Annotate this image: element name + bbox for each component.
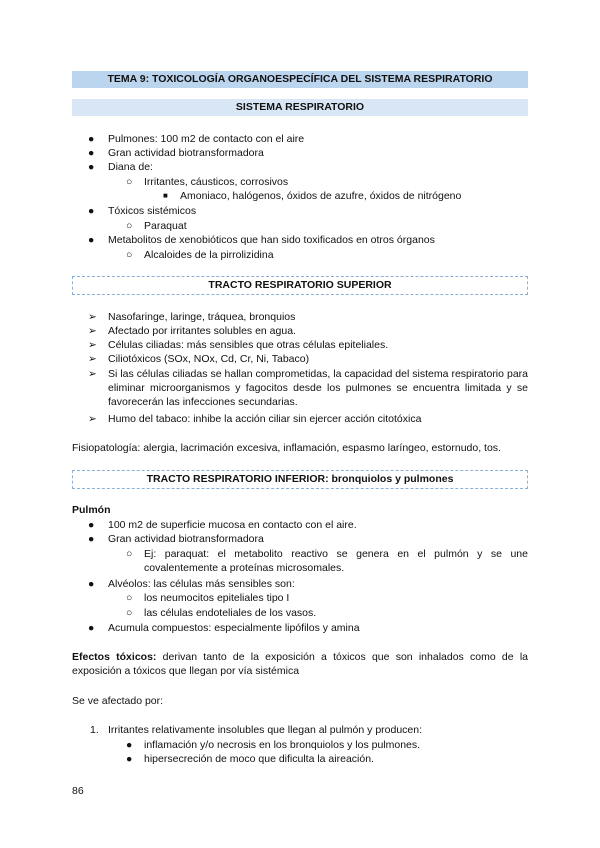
arrow-bullet-icon: ➢: [88, 311, 97, 323]
afectado-paragraph: Se ve afectado por:: [72, 695, 164, 707]
bullet-icon: ●: [88, 519, 95, 531]
list-item: Humo del tabaco: inhibe la acción ciliar sin ejercer acción citotóxica: [108, 413, 422, 425]
list-item: Pulmones: 100 m2 de contacto con el aire: [108, 133, 305, 145]
list-item: Alcaloides de la pirrolizidina: [144, 249, 274, 261]
bullet-icon: ●: [88, 205, 95, 217]
list-item: Irritantes, cáusticos, corrosivos: [144, 176, 289, 188]
list-item: Amoniaco, halógenos, óxidos de azufre, óxidos de nitrógeno: [180, 190, 462, 202]
list-item: Metabolitos de xenobióticos que han sido toxificados en otros órganos: [108, 234, 435, 246]
bullet-icon: ●: [88, 533, 95, 545]
list-item: Acumula compuestos: especialmente lipófilos y amina: [108, 622, 360, 634]
numbered-item-number: 1.: [90, 724, 99, 736]
list-item: Células ciliadas: más sensibles que otras células epiteliales.: [108, 339, 389, 351]
bullet-icon: ●: [88, 161, 95, 173]
list-item: los neumocitos epiteliales tipo I: [144, 592, 290, 604]
list-item: Paraquat: [144, 220, 187, 232]
bullet-icon: ●: [88, 622, 95, 634]
list-item: Si las células ciliadas se hallan comprometidas, la capacidad del sistema respiratorio para eliminar microorganismos y fagocitos desde los pulmones se encuentra limitada y se favorecerán las infecciones secundarias.: [108, 368, 528, 408]
bullet-icon: ●: [88, 578, 95, 590]
bullet-icon: ●: [126, 739, 133, 751]
arrow-bullet-icon: ➢: [88, 325, 97, 337]
numbered-item-text: Irritantes relativamente insolubles que llegan al pulmón y producen:: [108, 724, 423, 736]
list-item: Ej: paraquat: el metabolito reactivo se genera en el pulmón y se une covalentemente a proteínas microsomales.: [144, 548, 528, 574]
efectos-toxicos-text: derivan tanto de la exposición a tóxicos que son inhalados como de la exposición a tóxicos que llegan por vía sistémica: [72, 651, 528, 677]
fisiopatologia-paragraph: Fisiopatología: alergia, lacrimación excesiva, inflamación, espasmo laríngeo, estornudo, tos.: [72, 442, 501, 454]
list-item: Afectado por irritantes solubles en agua.: [108, 325, 296, 337]
list-item: Gran actividad biotransformadora: [108, 147, 264, 159]
square-bullet-icon: ■: [163, 191, 168, 200]
arrow-bullet-icon: ➢: [88, 413, 97, 425]
bullet-icon: ●: [88, 234, 95, 246]
bullet-icon: ●: [126, 753, 133, 765]
circle-bullet-icon: ○: [126, 548, 133, 560]
bullet-icon: ●: [88, 133, 95, 145]
section-heading-tracto-superior: TRACTO RESPIRATORIO SUPERIOR: [72, 276, 528, 295]
chapter-title: TEMA 9: TOXICOLOGÍA ORGANOESPECÍFICA DEL SISTEMA RESPIRATORIO: [72, 71, 528, 88]
efectos-toxicos-paragraph: [72, 650, 528, 678]
circle-bullet-icon: ○: [126, 607, 133, 619]
circle-bullet-icon: ○: [126, 220, 133, 232]
list-item: Tóxicos sistémicos: [108, 205, 197, 217]
section-heading-sistema-respiratorio: SISTEMA RESPIRATORIO: [72, 99, 528, 116]
list-item: Ciliotóxicos (SOx, NOx, Cd, Cr, Ni, Tabaco): [108, 353, 310, 365]
arrow-bullet-icon: ➢: [88, 368, 97, 380]
section-heading-tracto-inferior: TRACTO RESPIRATORIO INFERIOR: bronquiolos y pulmones: [72, 470, 528, 489]
pulmon-heading: Pulmón: [72, 504, 111, 516]
bullet-icon: ●: [88, 147, 95, 159]
list-item: Gran actividad biotransformadora: [108, 533, 264, 545]
list-item: 100 m2 de superficie mucosa en contacto con el aire.: [108, 519, 357, 531]
circle-bullet-icon: ○: [126, 592, 133, 604]
circle-bullet-icon: ○: [126, 249, 133, 261]
list-item: inflamación y/o necrosis en los bronquiolos y los pulmones.: [144, 739, 421, 751]
list-item: Diana de:: [108, 161, 153, 173]
efectos-toxicos-label: Efectos tóxicos:: [72, 651, 157, 663]
circle-bullet-icon: ○: [126, 176, 133, 188]
list-item: las células endoteliales de los vasos.: [144, 607, 317, 619]
arrow-bullet-icon: ➢: [88, 339, 97, 351]
arrow-bullet-icon: ➢: [88, 353, 97, 365]
list-item: Alvéolos: las células más sensibles son:: [108, 578, 295, 590]
list-item: hipersecreción de moco que dificulta la aireación.: [144, 753, 374, 765]
page-number: 86: [72, 785, 84, 797]
list-item: Nasofaringe, laringe, tráquea, bronquios: [108, 311, 296, 323]
